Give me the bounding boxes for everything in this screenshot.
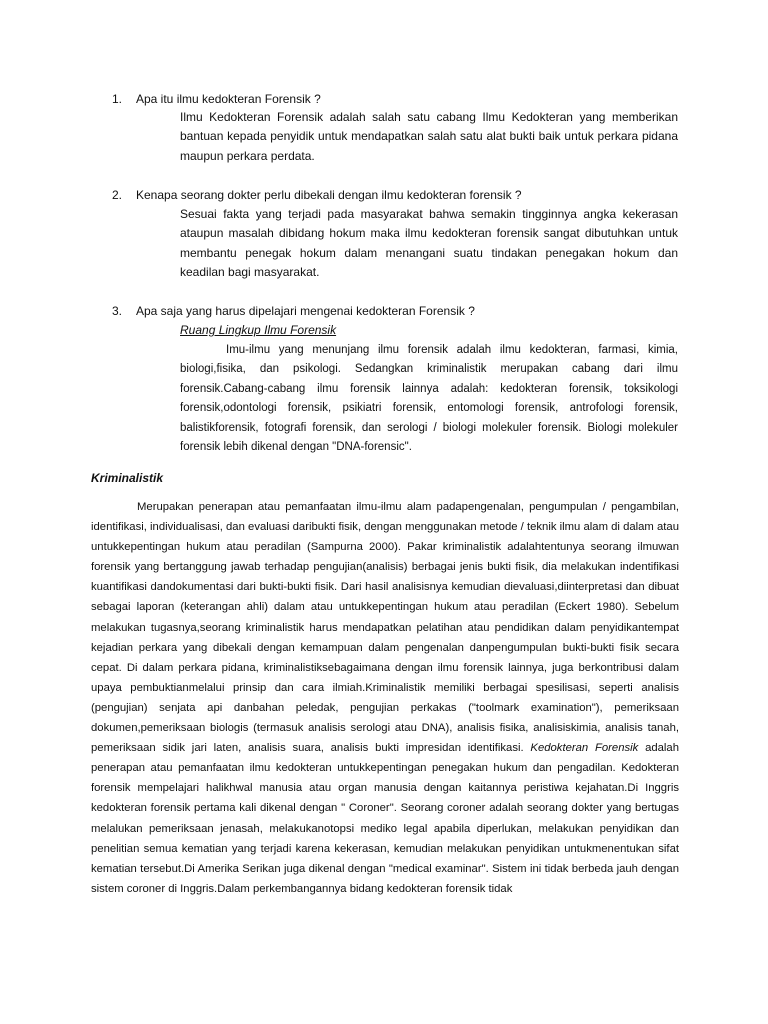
- answer-1: Ilmu Kedokteran Forensik adalah salah satu cabang Ilmu Kedokteran yang memberikan bantuan kepada penyidik untuk mendapatkan salah satu alat bukti baik untuk perkara pidana maupun perkara perdata.: [180, 110, 678, 163]
- question-number: 3.: [112, 304, 123, 318]
- question-text: Kenapa seorang dokter perlu dibekali dengan ilmu kedokteran forensik ?: [136, 188, 522, 202]
- subtitle-ruang-lingkup: Ruang Lingkup Ilmu Forensik: [180, 323, 337, 337]
- question-number: 1.: [112, 92, 123, 106]
- question-text: Apa saja yang harus dipelajari mengenai kedokteran Forensik ?: [136, 304, 475, 318]
- answer-3: [180, 341, 678, 457]
- section-paragraph: [91, 497, 679, 899]
- paragraph-part2: adalah penerapan atau pemanfaatan ilmu kedokteran untukkepentingan penegakan hukum dan pengadilan. Kedokteran forensik mempelajari halikhwal manusia atau organ manusia dengan kaitannya peristiwa kejahatan.Di Inggris kedokteran forensik pertama kali dikenal dengan " Coroner". Seorang coroner adalah seorang dokter yang bertugas melalukan pemeriksaan jenasah, melakukanotopsi mediko legal apabila diperlukan, melakukan penyidikan dan penelitian semua kematian yang terjadi karena kekerasan, kemudian melakukan penyidikan untukmenentukan sifat kematian tersebut.Di Amerika Serikan juga dikenal dengan "medical examinar". Sistem ini tidak berbeda jauh dengan sistem coroner di Inggris.Dalam perkembangannya bidang kedokteran forensik tidak: [91, 742, 680, 895]
- paragraph-italic-term: Kedokteran Forensik: [530, 742, 639, 755]
- answer-3-text: Imu-ilmu yang menunjang ilmu forensik adalah ilmu kedokteran, farmasi, kimia, biologi,fisika, dan psikologi. Sedangkan kriminalistik merupakan cabang dari ilmu forensik.Cabang-cabang ilmu forensik lainnya adalah: kedokteran forensik, toksikologi forensik,odontologi forensik, psikiatri forensik, entomologi forensik, antrofologi forensik, balistikforensik, fotografi forensik, dan serologi / biologi molekuler forensik. Biologi molekuler forensik lebih dikenal dengan "DNA-forensic".: [180, 344, 678, 454]
- answer-2: Sesuai fakta yang terjadi pada masyarakat bahwa semakin tingginnya angka kekerasan ataupun masalah dibidang hokum maka ilmu kedokteran forensik sangat dibutuhkan untuk membantu penegak hokum dalam menangani suatu tindakan penegakan hokum dan keadilan bagi masyarakat.: [180, 207, 678, 279]
- question-number: 2.: [112, 188, 123, 202]
- question-text: Apa itu ilmu kedokteran Forensik ?: [136, 92, 321, 106]
- paragraph-part1: Merupakan penerapan atau pemanfaatan ilmu-ilmu alam padapengenalan, pengumpulan / pengambilan, identifikasi, individualisasi, dan evaluasi daribukti fisik, dengan menggunakan metode / teknik ilmu alam di dalam atau untukkepentingan hukum atau peradilan (Sampurna 2000). Pakar kriminalistik adalahtentunya seorang ilmuwan forensik yang bertanggung jawab terhadap pengujian(analisis) berbagai jenis bukti fisik, dia melakukan indentifikasi kuantifikasi dandokumentasi dari bukti-bukti fisik. Dari hasil analisisnya kemudian dievaluasi,diinterpretasi dan dibuat sebagai laporan (keterangan ahli) dalam atau untukkepentingan hukum atau peradilan (Eckert 1980). Sebelum melakukan tugasnya,seorang kriminalistik harus mendapatkan pelatihan atau pendidikan dalam penyidikantempat kejadian perkara yang dibekali dengan kemampuan dalam pengenalan danpengumpulan bukti-bukti fisik secara cepat. Di dalam perkara pidana, kriminalistiksebagaimana dengan ilmu forensik lainnya, juga berkontribusi dalam upaya pembuktianmelalui prinsip dan cara ilmiah.Kriminalistik memiliki berbagai spesilisasi, seperti analisis (pengujian) senjata api danbahan peledak, pengujian perkakas ("toolmark examination"), pemeriksaan dokumen,pemeriksaan biologis (termasuk analisis serologi atau DNA), analisis fisika, analisiskimia, analisis tanah, pemeriksaan sidik jari laten, analisis suara, analisis bukti impresidan identifikasi.: [91, 501, 679, 755]
- section-title: Kriminalistik: [91, 471, 164, 485]
